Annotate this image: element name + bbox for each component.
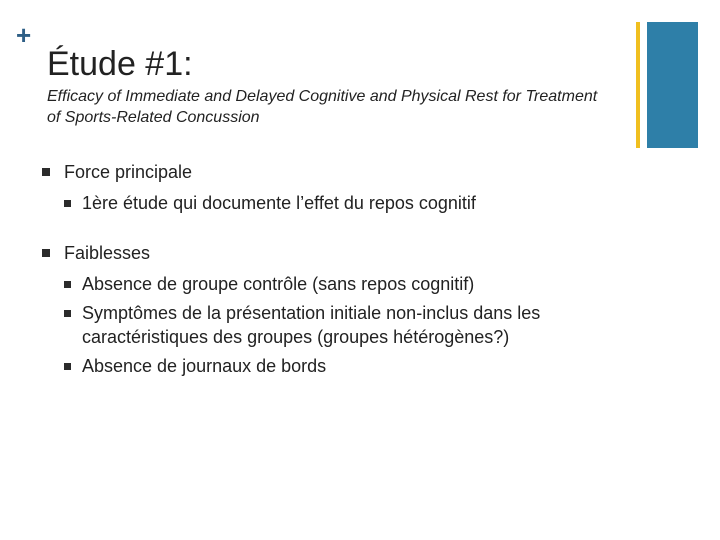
sub-bullet-item (64, 272, 632, 296)
square-bullet-icon (64, 310, 71, 317)
sub-bullet-text: Absence de journaux de bords (82, 356, 327, 376)
square-bullet-icon (42, 168, 50, 176)
bullet-label: Force principale (64, 162, 193, 182)
sub-bullet-text: Absence de groupe contrôle (sans repos cognitif) (82, 274, 475, 294)
sub-bullet-item (64, 301, 632, 349)
square-bullet-icon (64, 200, 71, 207)
bullet-label: Faiblesses (64, 243, 151, 263)
accent-stripe (636, 22, 640, 148)
square-bullet-icon (42, 249, 50, 257)
sub-bullet-list (64, 191, 632, 215)
slide-title: Étude #1: (47, 45, 193, 83)
sub-bullet-list (64, 272, 632, 378)
sub-bullet-item (64, 191, 632, 215)
sub-bullet-text: 1ère étude qui documente l’effet du repos cognitif (82, 193, 476, 213)
bullet-item-strength (42, 160, 632, 215)
sub-bullet-text: Symptômes de la présentation initiale non-inclus dans les caractéristiques des groupes (groupes hétérogènes?) (82, 303, 541, 347)
accent-bar (647, 22, 698, 148)
bullet-item-weaknesses (42, 241, 632, 378)
square-bullet-icon (64, 281, 71, 288)
sub-bullet-item (64, 354, 632, 378)
bullet-list (42, 160, 632, 378)
plus-icon: + (16, 20, 32, 50)
slide-subtitle: Efficacy of Immediate and Delayed Cognitive and Physical Rest for Treatment of Sports-Related Concussion (47, 88, 598, 126)
square-bullet-icon (64, 363, 71, 370)
